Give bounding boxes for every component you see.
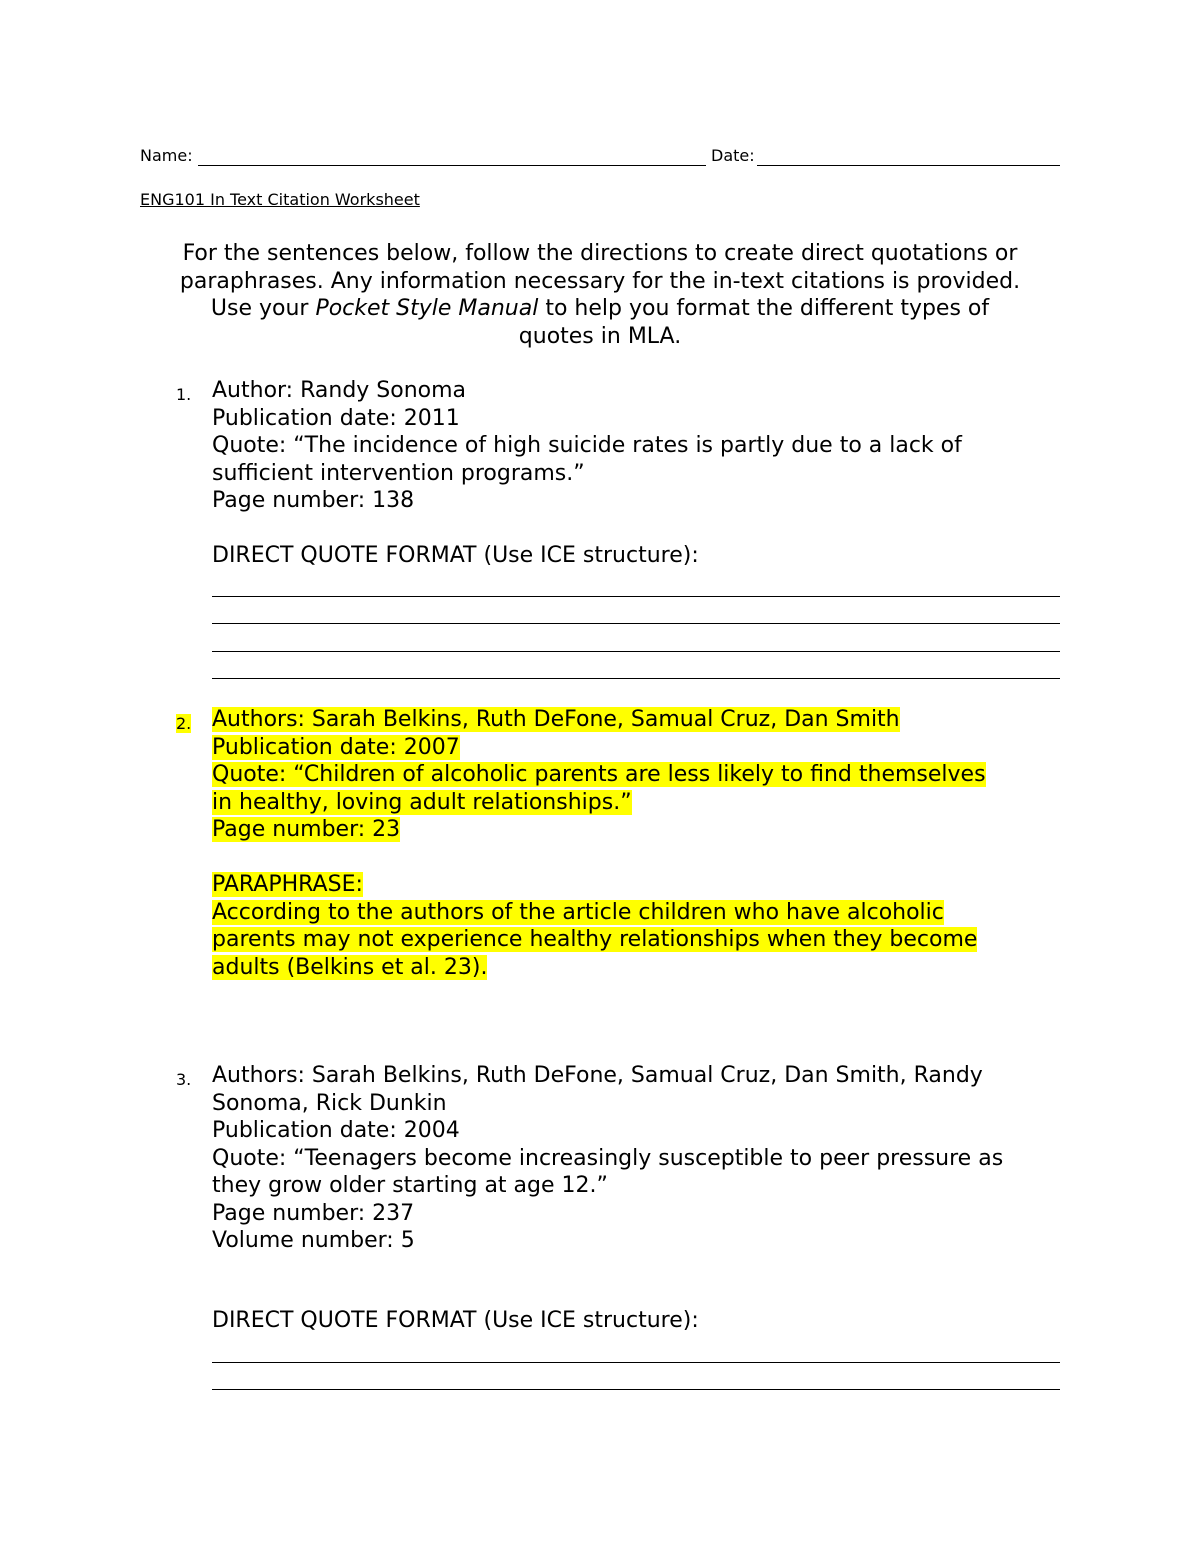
item-2-answer-line: According to the authors of the article children who have alcoholic: [212, 899, 944, 925]
item-1-line: Publication date: 2011: [212, 405, 460, 431]
item-3: [212, 1062, 1072, 1255]
answer-line[interactable]: [212, 623, 1060, 624]
item-2-answer-line: parents may not experience healthy relationships when they become: [212, 927, 978, 952]
item-3-line: Sonoma, Rick Dunkin: [212, 1090, 447, 1116]
item-number-1: 1.: [176, 385, 192, 404]
name-field-line[interactable]: [198, 165, 706, 166]
item-2-line: Authors: Sarah Belkins, Ruth DeFone, Samual Cruz, Dan Smith: [212, 707, 900, 732]
answer-line[interactable]: [212, 678, 1060, 679]
pocket-style-manual-title: Pocket Style Manual: [315, 296, 539, 321]
item-1-line: Quote: “The incidence of high suicide rates is partly due to a lack of: [212, 433, 962, 458]
item-number-2: 2.: [176, 714, 192, 733]
answer-line[interactable]: [212, 1389, 1060, 1390]
item-1-line: Author: Randy Sonoma: [212, 378, 467, 403]
item-1: [212, 377, 1072, 570]
item-2-line: Publication date: 2007: [212, 734, 460, 760]
answer-line[interactable]: [212, 651, 1060, 652]
date-field-line[interactable]: [757, 165, 1060, 166]
item-1-format-label: DIRECT QUOTE FORMAT (Use ICE structure):: [212, 543, 699, 568]
instructions-line-3: Use your Pocket Style Manual to help you format the different types of: [210, 296, 990, 321]
item-1-line: sufficient intervention programs.”: [212, 460, 585, 486]
item-2-line: Quote: “Children of alcoholic parents are less likely to find themselves: [212, 762, 986, 787]
item-3-line: Volume number: 5: [212, 1228, 415, 1253]
item-2: [212, 706, 1072, 981]
instructions: [140, 240, 1060, 350]
item-2-line: Page number: 23: [212, 817, 401, 842]
item-3-line: Quote: “Teenagers become increasingly susceptible to peer pressure as: [212, 1145, 1004, 1171]
instructions-line-1: For the sentences below, follow the directions to create direct quotations or: [182, 241, 1018, 266]
instructions-line-2: paraphrases. Any information necessary for the in-text citations is provided.: [179, 268, 1021, 294]
instructions-line-4: quotes in MLA.: [518, 323, 682, 349]
item-1-line: Page number: 138: [212, 488, 415, 513]
name-label: Name:: [140, 146, 193, 165]
item-3-line: Page number: 237: [212, 1200, 415, 1226]
item-3-line: Authors: Sarah Belkins, Ruth DeFone, Samual Cruz, Dan Smith, Randy: [212, 1063, 983, 1088]
item-number-3: 3.: [176, 1070, 192, 1089]
item-3-format-label: DIRECT QUOTE FORMAT (Use ICE structure):: [212, 1308, 699, 1333]
item-2-line: in healthy, loving adult relationships.”: [212, 789, 632, 815]
answer-line[interactable]: [212, 596, 1060, 597]
worksheet-title: ENG101 In Text Citation Worksheet: [140, 190, 420, 209]
item-3-line: they grow older starting at age 12.”: [212, 1173, 608, 1198]
answer-line[interactable]: [212, 1362, 1060, 1363]
item-2-format-label: PARAPHRASE:: [212, 872, 363, 897]
date-label: Date:: [711, 146, 755, 165]
item-3-line: Publication date: 2004: [212, 1118, 460, 1143]
item-2-answer-line: adults (Belkins et al. 23).: [212, 954, 488, 980]
